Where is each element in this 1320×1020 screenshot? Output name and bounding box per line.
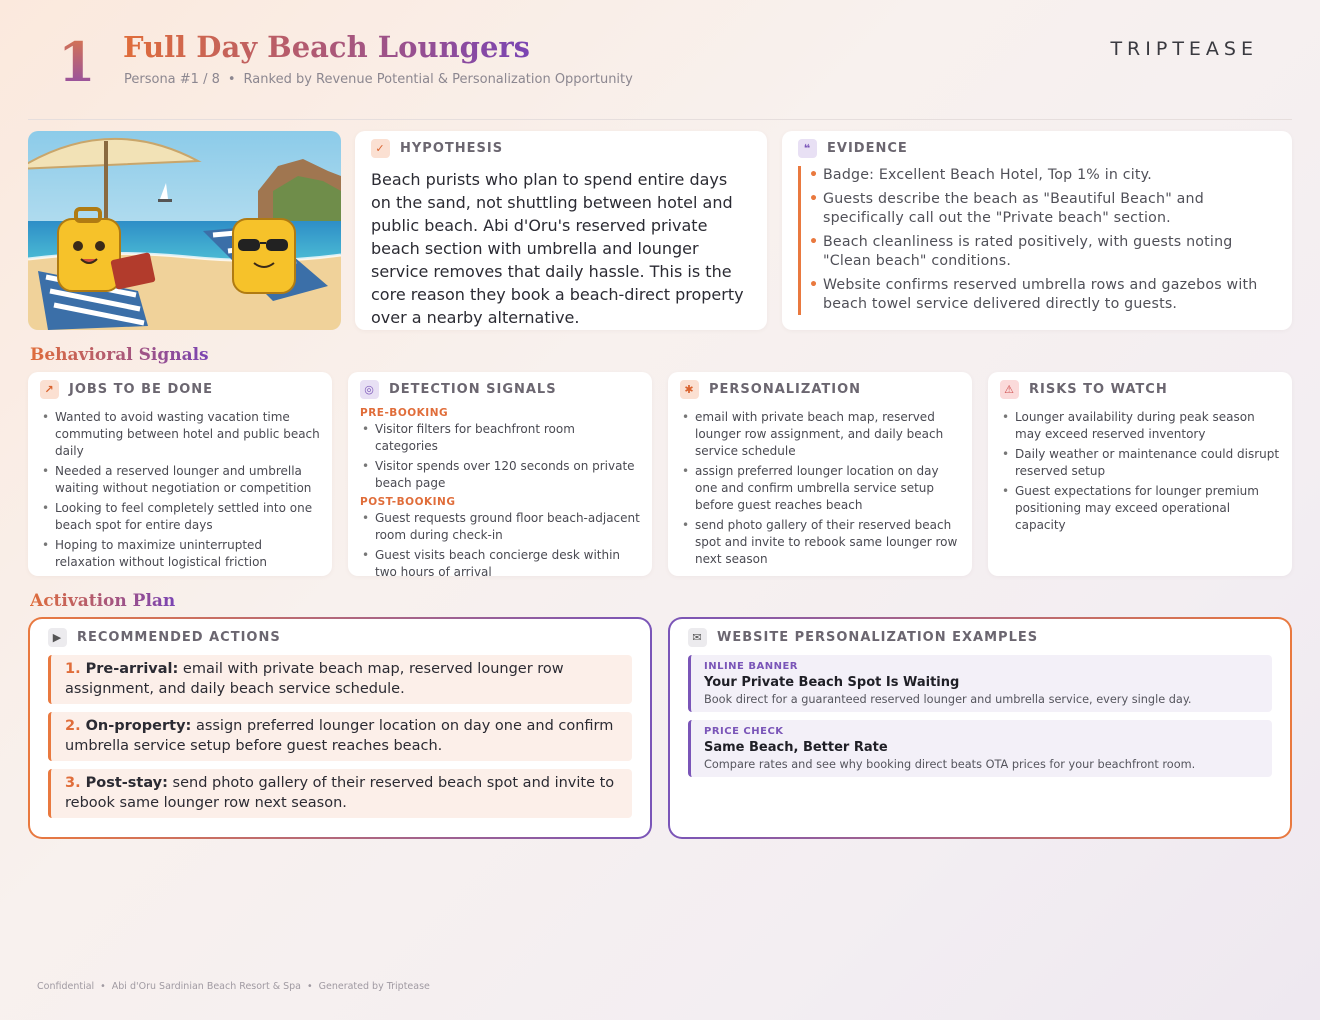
- action-label: Pre-arrival:: [85, 661, 179, 677]
- risks-list: [1000, 409, 1280, 534]
- example-card: [688, 655, 1272, 712]
- page-title: Full Day Beach Loungers: [123, 30, 531, 64]
- example-headline: Your Private Beach Spot Is Waiting: [704, 675, 960, 690]
- list-item: • Daily weather or maintenance could disrupt reserved setup: [1000, 446, 1280, 480]
- example-kind: INLINE BANNER: [704, 661, 798, 672]
- list-item: • Needed a reserved lounger and umbrella waiting without negotiation or competition: [40, 463, 320, 497]
- check-icon: ✓: [371, 139, 390, 158]
- hypothesis-text: Beach purists who plan to spend entire days on the sand, not shuttling between hotel and public beach. Abi d'Oru's reserved private beach section with umbrella and lounger service removes that daily hassle. This is the core reason they book a beach-direct property over a nearby alternative.: [371, 170, 744, 327]
- action-number: 1.: [65, 661, 81, 677]
- detection-header: [360, 380, 640, 399]
- action-item: [48, 769, 632, 818]
- list-item: • Looking to feel completely settled into one beach spot for entire days: [40, 500, 320, 534]
- post-booking-label: POST-BOOKING: [360, 496, 456, 508]
- recommended-actions-card: [28, 617, 652, 839]
- post-booking-list: [360, 510, 640, 581]
- hero-illustration: [28, 131, 341, 330]
- page-header: [0, 0, 1320, 120]
- hypothesis-label: HYPOTHESIS: [400, 141, 504, 156]
- list-item: • Visitor spends over 120 seconds on private beach page: [360, 458, 640, 492]
- evidence-item: • Badge: Excellent Beach Hotel, Top 1% in city.: [823, 166, 1276, 186]
- target-icon: ◎: [360, 380, 379, 399]
- mail-icon: ✉: [688, 628, 707, 647]
- hypothesis-card: [355, 131, 767, 330]
- detection-label: DETECTION SIGNALS: [389, 382, 557, 397]
- list-item: • Guest requests ground floor beach-adjacent room during check-in: [360, 510, 640, 544]
- evidence-item: • Beach cleanliness is rated positively, with guests noting "Clean beach" conditions.: [823, 233, 1276, 272]
- action-text: send photo gallery of their reserved beach spot and invite to rebook same lounger row next season.: [65, 775, 615, 811]
- page-subtitle: Persona #1 / 8 • Ranked by Revenue Potential & Personalization Opportunity: [124, 72, 633, 87]
- list-item: • Hoping to maximize uninterrupted relaxation without logistical friction: [40, 537, 320, 571]
- evidence-list: [798, 166, 1276, 315]
- footer-confidential: Confidential: [37, 981, 95, 992]
- actions-header: [48, 628, 632, 647]
- list-item: • Lounger availability during peak season may exceed reserved inventory: [1000, 409, 1280, 443]
- action-label: On-property:: [85, 718, 192, 734]
- actions-label: RECOMMENDED ACTIONS: [77, 630, 281, 645]
- arrow-up-right-icon: ↗: [40, 380, 59, 399]
- persona-number: 1: [58, 30, 96, 94]
- website-examples-card: [668, 617, 1292, 839]
- ranking-note: Ranked by Revenue Potential & Personalization Opportunity: [243, 72, 633, 87]
- personalization-header: [680, 380, 960, 399]
- personalization-card: [668, 372, 972, 576]
- pre-booking-label: PRE-BOOKING: [360, 407, 449, 419]
- warning-icon: ⚠: [1000, 380, 1019, 399]
- list-item: • email with private beach map, reserved lounger row assignment, and daily beach service schedule: [680, 409, 960, 460]
- action-item: [48, 655, 632, 704]
- list-item: • Visitor filters for beachfront room categories: [360, 421, 640, 455]
- quote-icon: ❝: [798, 139, 817, 158]
- example-body: Book direct for a guaranteed reserved lounger and umbrella service, every single day.: [704, 693, 1192, 706]
- example-kind: PRICE CHECK: [704, 726, 784, 737]
- play-icon: ▶: [48, 628, 67, 647]
- evidence-header: [798, 139, 1276, 158]
- website-label: WEBSITE PERSONALIZATION EXAMPLES: [717, 630, 1039, 645]
- evidence-item: • Guests describe the beach as "Beautiful Beach" and specifically call out the "Private beach" section.: [823, 190, 1276, 229]
- list-item: • Guest expectations for lounger premium positioning may exceed operational capacity: [1000, 483, 1280, 534]
- footer-hotel: Abi d'Oru Sardinian Beach Resort & Spa: [111, 981, 302, 992]
- risks-card: [988, 372, 1292, 576]
- risks-header: [1000, 380, 1280, 399]
- personalization-label: PERSONALIZATION: [709, 382, 862, 397]
- risks-label: RISKS TO WATCH: [1029, 382, 1168, 397]
- personalization-list: [680, 409, 960, 568]
- list-item: • assign preferred lounger location on day one and confirm umbrella service setup before guest reaches beach: [680, 463, 960, 514]
- footer-generated: Generated by Triptease: [318, 981, 430, 992]
- hypothesis-header: [371, 139, 751, 158]
- asterisk-icon: ✱: [680, 380, 699, 399]
- action-label: Post-stay:: [85, 775, 168, 791]
- action-number: 3.: [65, 775, 81, 791]
- brand-logo: TRIPTEASE: [1110, 38, 1258, 60]
- detection-card: [348, 372, 652, 579]
- example-headline: Same Beach, Better Rate: [704, 740, 888, 755]
- example-body: Compare rates and see why booking direct beats OTA prices for your beachfront room.: [704, 758, 1196, 771]
- list-item: • Guest visits beach concierge desk within two hours of arrival: [360, 547, 640, 581]
- pre-booking-list: [360, 421, 640, 492]
- header-divider: [28, 119, 1292, 120]
- jobs-label: JOBS TO BE DONE: [69, 382, 214, 397]
- persona-index: Persona #1 / 8: [124, 72, 220, 87]
- jobs-header: [40, 380, 320, 399]
- evidence-card: [782, 131, 1292, 330]
- evidence-item: • Website confirms reserved umbrella rows and gazebos with beach towel service delivered directly to guests.: [823, 276, 1276, 315]
- activation-section-title: Activation Plan: [30, 591, 176, 611]
- website-header: [688, 628, 1272, 647]
- evidence-label: EVIDENCE: [827, 141, 908, 156]
- jobs-list: [40, 409, 320, 571]
- behavioral-section-title: Behavioral Signals: [30, 345, 209, 365]
- action-number: 2.: [65, 718, 81, 734]
- page-footer: Confidential • Abi d'Oru Sardinian Beach Resort & Spa • Generated by Triptease: [37, 981, 430, 992]
- action-item: [48, 712, 632, 761]
- example-card: [688, 720, 1272, 777]
- action-text: assign preferred lounger location on day one and confirm umbrella service setup before guest reaches beach.: [65, 718, 614, 754]
- jobs-card: [28, 372, 332, 576]
- list-item: • send photo gallery of their reserved beach spot and invite to rebook same lounger row next season: [680, 517, 960, 568]
- list-item: • Wanted to avoid wasting vacation time commuting between hotel and public beach daily: [40, 409, 320, 460]
- action-text: email with private beach map, reserved lounger row assignment, and daily beach service schedule.: [65, 661, 564, 697]
